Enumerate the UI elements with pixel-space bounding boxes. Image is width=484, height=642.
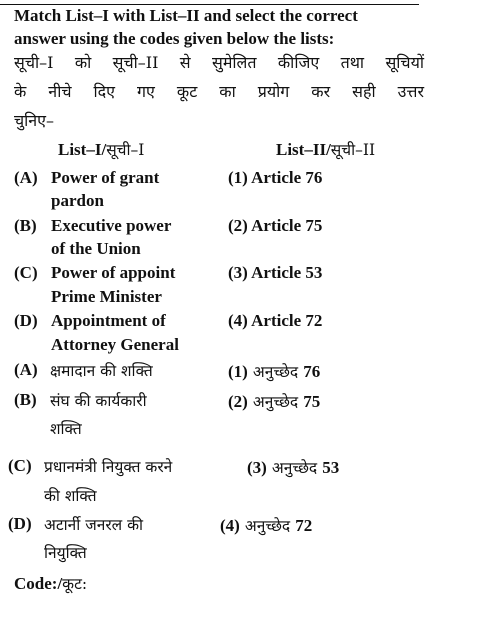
code-label: Code:/कूट: [14, 574, 88, 593]
list2-header: List–II/सूची–II [276, 140, 376, 159]
question-hi-line1: सूची–I को सूची–II से सुमेलित कीजिए तथा सूचियों [14, 53, 424, 72]
list2-item-1: (1) Article 76 [228, 168, 323, 187]
list2-item-4: (4) Article 72 [228, 311, 323, 330]
question-en-line2: answer using the codes given below the lists: [14, 29, 335, 48]
list2-hi-item-4: (4) अनुच्छेद 72 [220, 516, 313, 535]
question-hi-line2: के नीचे दिए गए कूट का प्रयोग कर सही उत्तर [14, 82, 424, 101]
question-en-line1: Match List–I with List–II and select the correct [14, 6, 358, 25]
list2-hi-item-1: (1) अनुच्छेद 76 [228, 362, 321, 381]
list1-header: List–I/सूची–I [58, 140, 145, 159]
list2-hi-item-3: (3) अनुच्छेद 53 [247, 458, 340, 477]
list2-hi-item-2: (2) अनुच्छेद 75 [228, 392, 321, 411]
question-hi-line3: चुनिए– [14, 111, 55, 130]
list2-item-2: (2) Article 75 [228, 216, 323, 235]
list2-item-3: (3) Article 53 [228, 263, 323, 282]
